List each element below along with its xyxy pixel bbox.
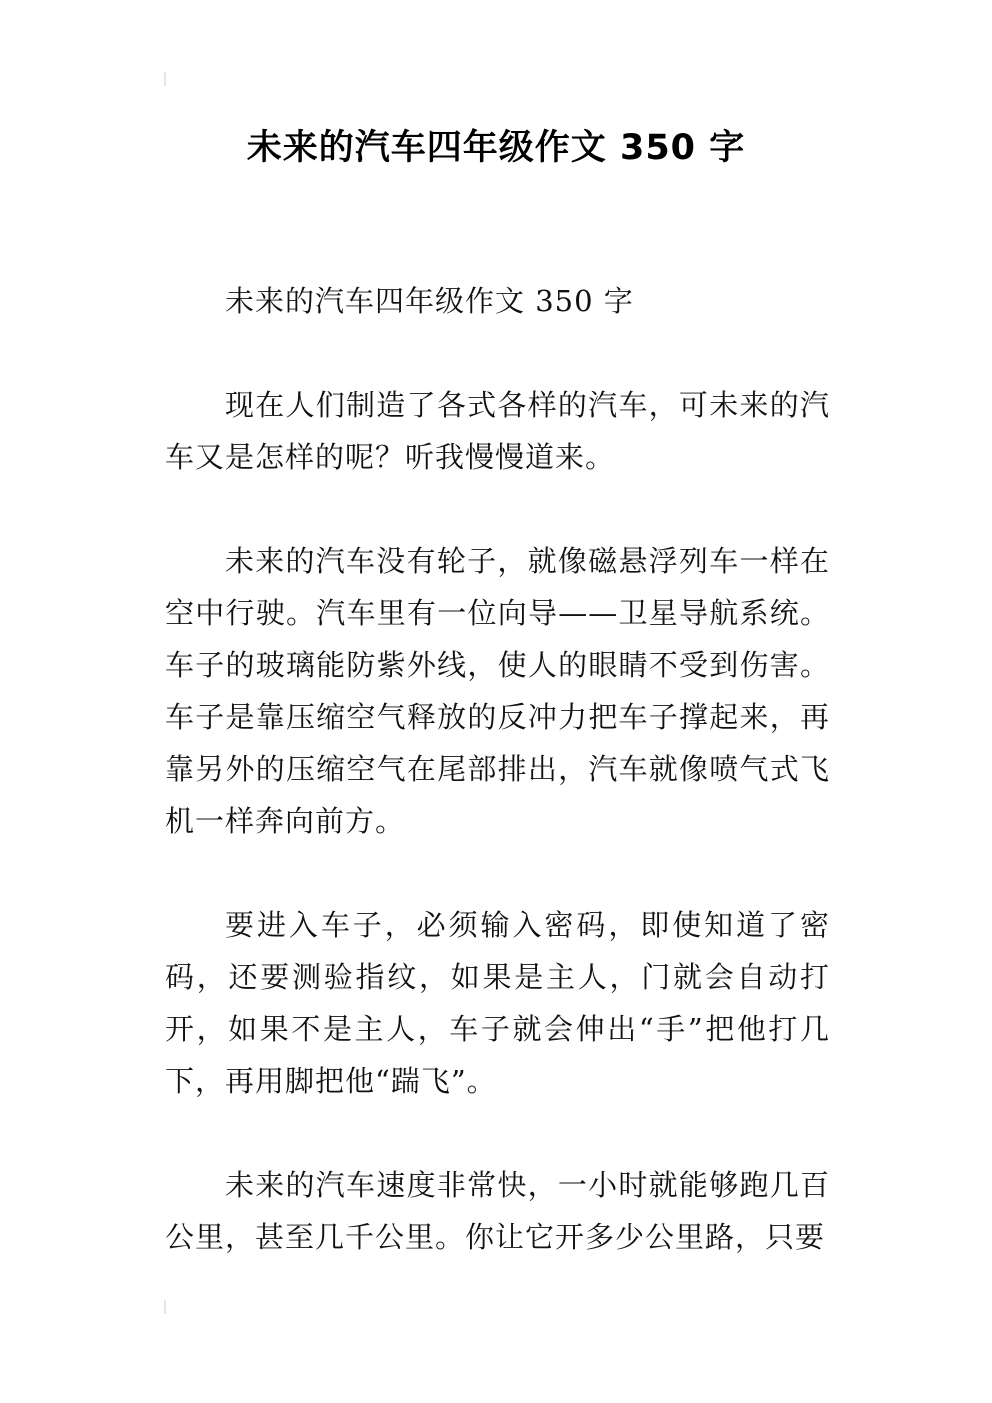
paragraph-features: 未来的汽车没有轮子，就像磁悬浮列车一样在空中行驶。汽车里有一位向导——卫星导航系统。车子的玻璃能防紫外线，使人的眼睛不受到伤害。车子是靠压缩空气释放的反冲力把车子撑起来，再靠另外的压缩空气在尾部排出，汽车就像喷气式飞机一样奔向前方。 <box>165 544 830 838</box>
subtitle-paragraph: 未来的汽车四年级作文 350 字 <box>225 284 634 318</box>
document-title: 未来的汽车四年级作文 350 字 <box>246 128 746 168</box>
paragraph-speed: 未来的汽车速度非常快，一小时就能够跑几百公里，甚至几千公里。你让它开多少公里路，只要 <box>165 1168 830 1254</box>
page-corner-mark-top <box>164 72 166 86</box>
document-body <box>165 275 830 1315</box>
page-corner-mark-bottom <box>164 1300 166 1314</box>
paragraph-security: 要进入车子，必须输入密码，即使知道了密码，还要测验指纹，如果是主人，门就会自动打开，如果不是主人，车子就会伸出“手”把他打几下，再用脚把他“踹飞”。 <box>165 908 830 1098</box>
paragraph-intro: 现在人们制造了各式各样的汽车，可未来的汽车又是怎样的呢？听我慢慢道来。 <box>165 388 830 474</box>
